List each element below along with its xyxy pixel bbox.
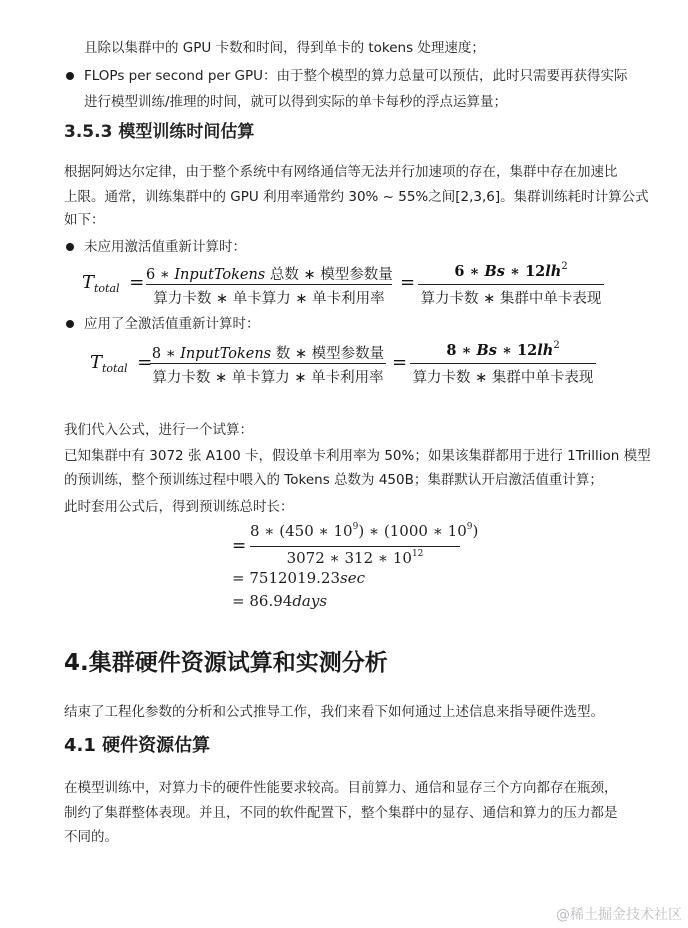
paragraph-line: 根据阿姆达尔定律，由于整个系统中有网络通信等无法并行加速项的存在，集群中存在加速比: [64, 164, 618, 180]
equals-sign: =: [137, 352, 153, 373]
bullet-no-recompute: 未应用激活值重新计算时：: [84, 239, 246, 255]
calc-numerator: 8 ∗ (450 ∗ $10^9$) ∗ (1000 ∗ $10^9$): [250, 522, 479, 540]
intro-line: 且除以集群中的 GPU 卡数和时间，得到单卡的 tokens 处理速度；: [84, 40, 485, 56]
formula-numerator: 6 ∗ InputTokens 总数 ∗ 模型参数量: [146, 267, 393, 283]
formula-denominator: 算力卡数 ∗ 集群中单卡表现: [412, 370, 594, 386]
formula-lhs-subscript: total: [102, 362, 128, 375]
watermark: @稀土掘金技术社区: [556, 907, 682, 923]
formula-lhs-symbol: T: [90, 352, 103, 373]
fraction-bar: [146, 284, 392, 285]
known-line: 已知集群中有 3072 张 A100 卡，假设单卡利用率为 50%；如果该集群都用于进行 1Trillion 模型: [64, 448, 651, 464]
paragraph-line: 在模型训练中，对算力卡的硬件性能要求较高。目前算力、通信和显存三个方向都存在瓶颈，: [64, 780, 618, 796]
formula-numerator: 8 ∗ Bs ∗ $12lh^2$: [446, 340, 560, 359]
flops-bullet-line1: FLOPs per second per GPU：由于整个模型的算力总量可以预估，此时只需要再获得实际: [84, 68, 628, 84]
formula-lhs-subscript: total: [94, 282, 120, 295]
equals-sign: =: [232, 536, 247, 556]
equals-sign: =: [400, 272, 416, 293]
paragraph-line: 不同的。: [64, 829, 118, 845]
result-seconds: = 7512019.23sec: [232, 569, 366, 587]
paragraph-line: 制约了集群整体表现。并且，不同的软件配置下，整个集群中的显存、通信和算力的压力都是: [64, 805, 618, 821]
equals-sign: =: [392, 352, 408, 373]
fraction-bar: [410, 363, 596, 364]
flops-bullet-line2: 进行模型训练/推理的时间，就可以得到实际的单卡每秒的浮点运算量；: [84, 94, 508, 110]
section-heading-4-1: 4.1 硬件资源估算: [64, 735, 211, 756]
section-heading-4: 4.集群硬件资源试算和实测分析: [64, 650, 388, 676]
trial-line: 我们代入公式，进行一个试算：: [64, 422, 253, 438]
calc-denominator: 3072 ∗ 312 ∗ $10^{12}$: [286, 549, 424, 567]
section-4-paragraph: 结束了工程化参数的分析和公式推导工作，我们来看下如何通过上述信息来指导硬件选型。: [64, 704, 604, 720]
fraction-bar: [150, 363, 386, 364]
fraction-bar: [250, 546, 460, 547]
fraction-bar: [418, 284, 604, 285]
equals-sign: =: [129, 272, 145, 293]
known-line: 的预训练，整个预训练过程中喂入的 Tokens 总数为 450B；集群默认开启激活值重计算；: [64, 472, 603, 488]
formula-denominator: 算力卡数 ∗ 集群中单卡表现: [420, 291, 602, 307]
result-days: = 86.94days: [232, 592, 328, 610]
bullet-dot: [66, 243, 74, 251]
section-heading-3-5-3: 3.5.3 模型训练时间估算: [64, 122, 255, 142]
paragraph-line: 上限。通常，训练集群中的 GPU 利用率通常约 30% ~ 55%之间[2,3,6]。集群训练耗时计算公式: [64, 189, 649, 205]
bullet-dot: [66, 72, 74, 80]
formula-numerator: 8 ∗ InputTokens 数 ∗ 模型参数量: [151, 346, 385, 362]
apply-line: 此时套用公式后，得到预训练总时长：: [64, 499, 294, 515]
formula-denominator: 算力卡数 ∗ 单卡算力 ∗ 单卡利用率: [153, 291, 385, 307]
bullet-dot: [66, 320, 74, 328]
formula-numerator: 6 ∗ Bs ∗ $12lh^2$: [454, 261, 568, 280]
formula-lhs-symbol: T: [82, 272, 95, 293]
formula-denominator: 算力卡数 ∗ 单卡算力 ∗ 单卡利用率: [152, 370, 384, 386]
bullet-full-recompute: 应用了全激活值重新计算时：: [84, 316, 260, 332]
paragraph-line: 如下：: [64, 212, 105, 228]
